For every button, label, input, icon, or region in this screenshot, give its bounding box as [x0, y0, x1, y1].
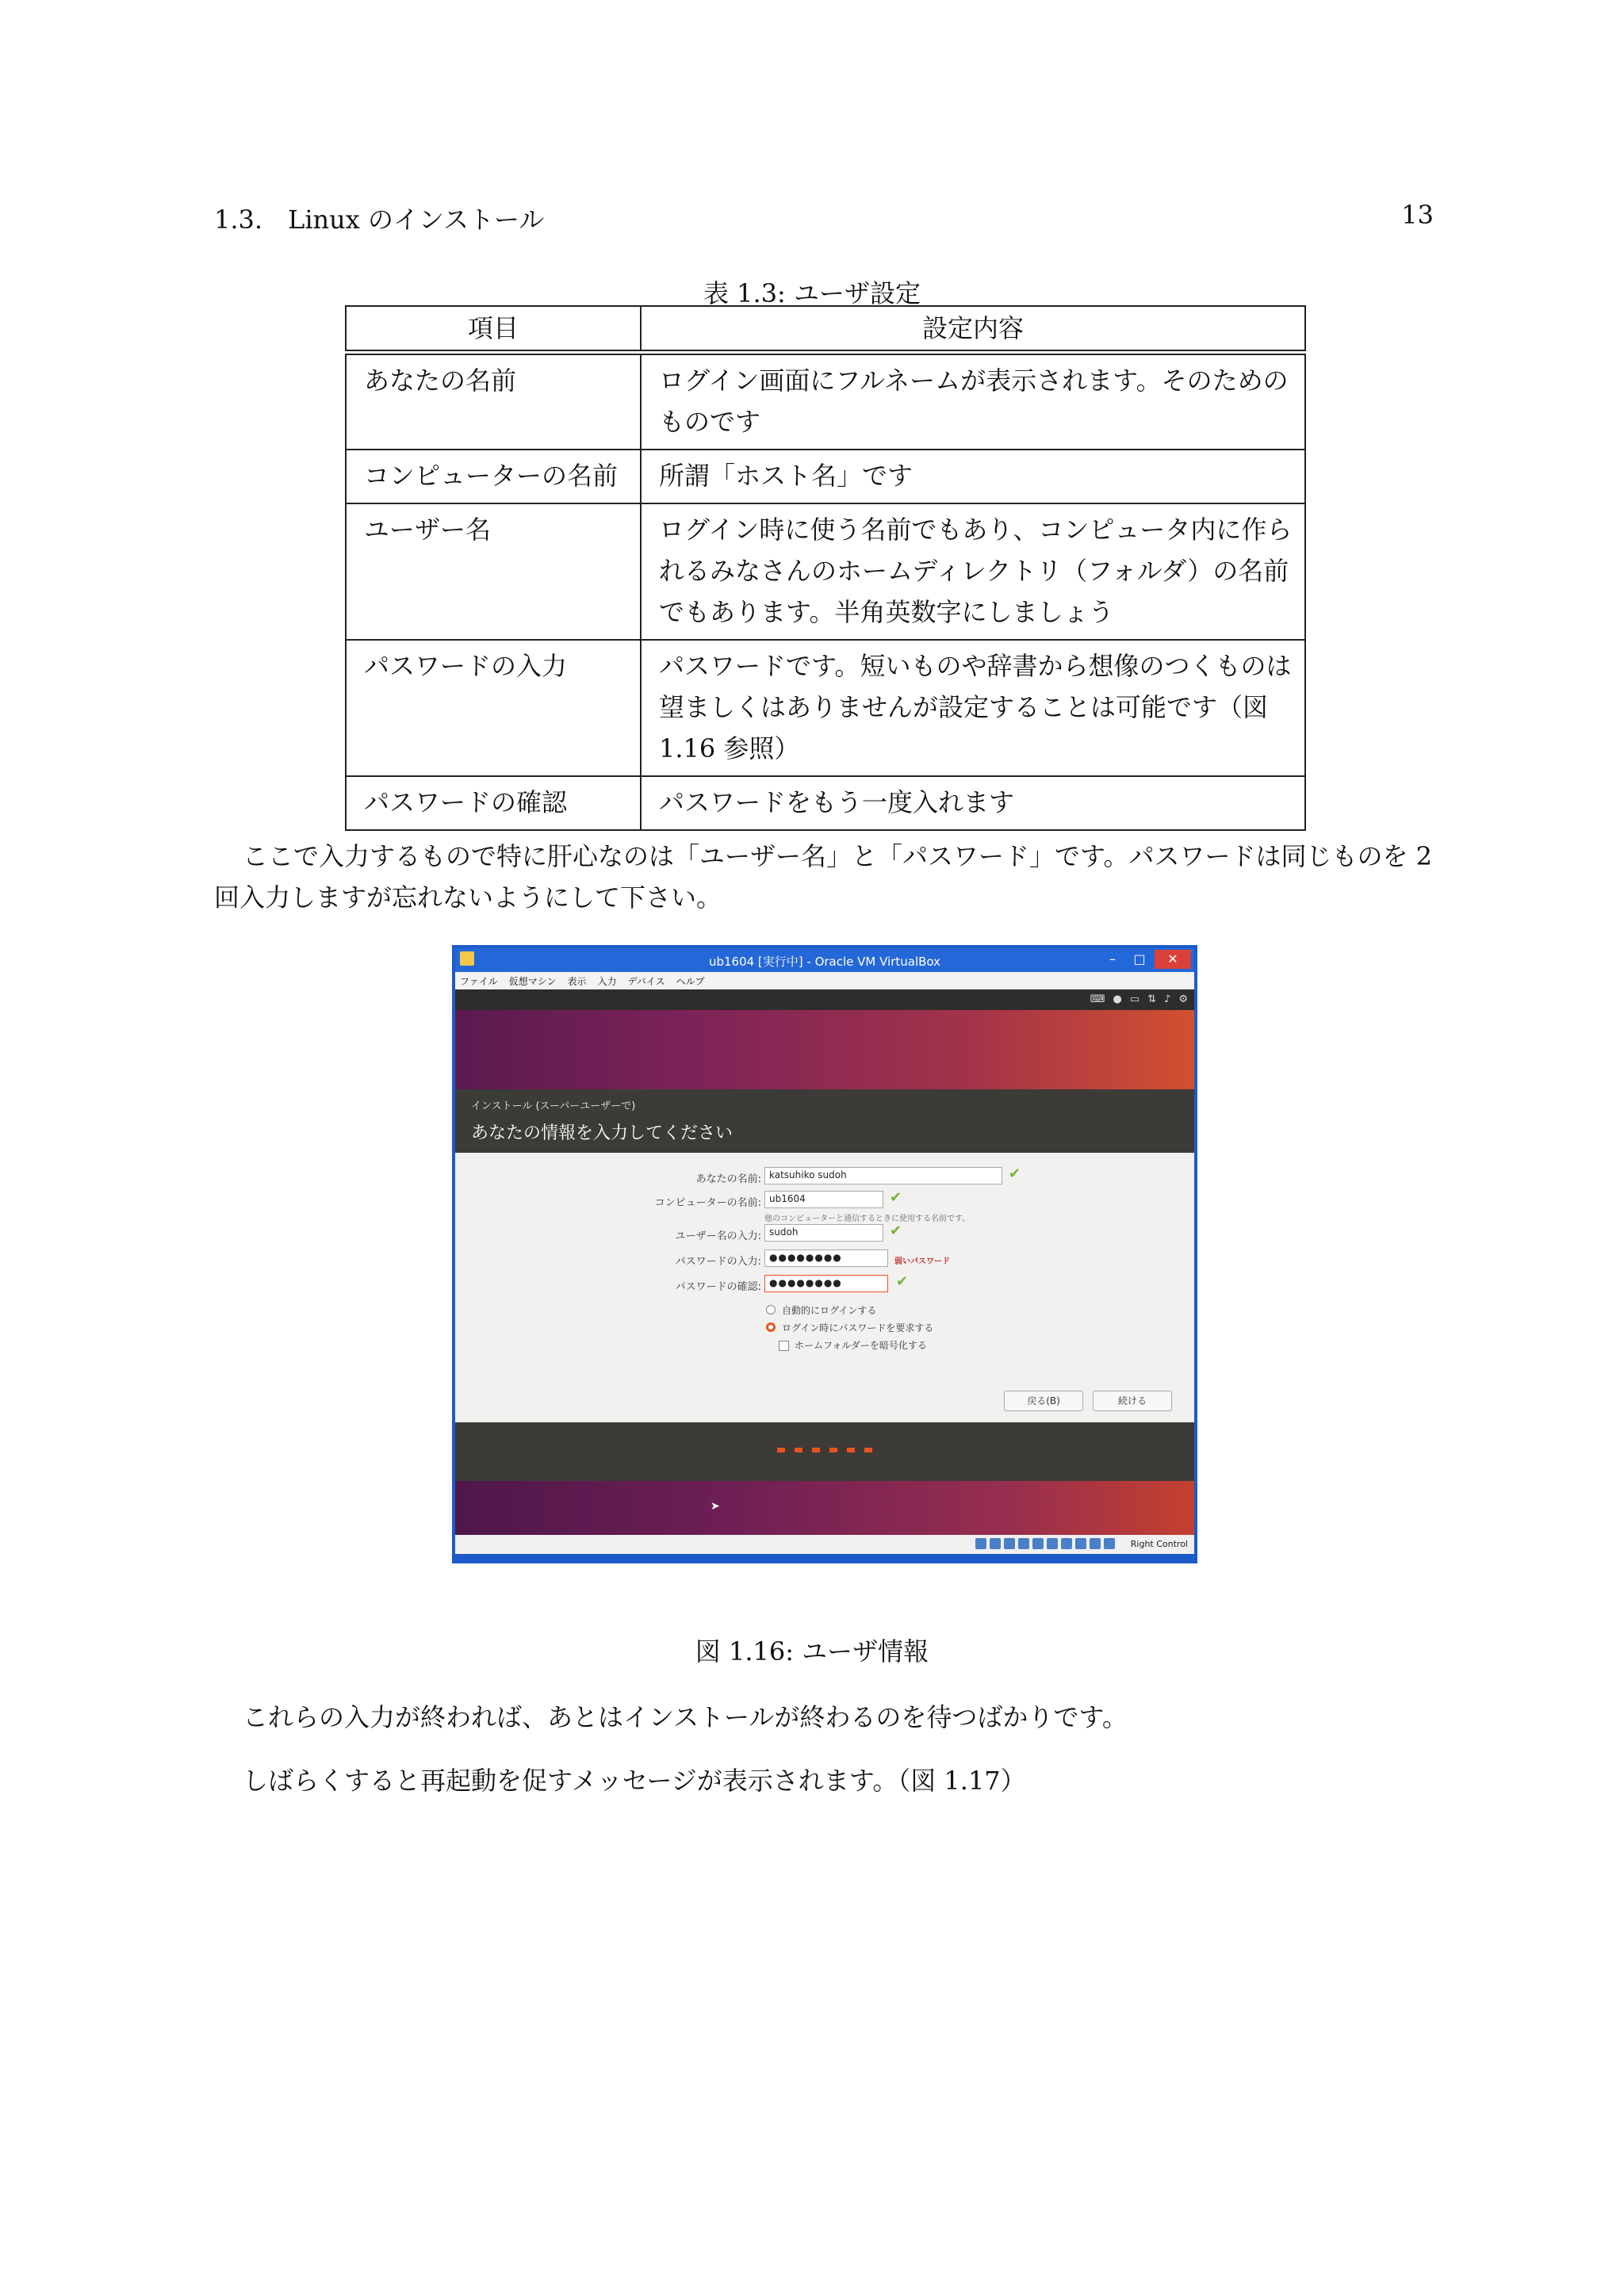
menu-devices[interactable]: デバイス	[627, 975, 665, 987]
running-header: 1.3. Linux のインストール	[214, 205, 545, 235]
check-icon: ✔	[890, 1223, 902, 1239]
auto-login-radio[interactable]	[766, 1305, 776, 1314]
table-cell-item: パスワードの確認	[346, 776, 641, 830]
table-header-content: 設定内容	[641, 306, 1305, 353]
table-row	[346, 776, 1305, 830]
ubuntu-wallpaper-top	[455, 1010, 1194, 1089]
check-icon: ✔	[890, 1189, 902, 1206]
check-icon: ✔	[896, 1273, 909, 1290]
installer-header	[455, 1089, 1194, 1153]
computer-name-hint: 他のコンピューターと通信するときに使用する名前です。	[764, 1215, 971, 1223]
table-caption: 表 1.3: ユーザ設定	[703, 278, 921, 308]
table-row	[346, 450, 1305, 503]
username-label: ユーザー名の入力:	[675, 1230, 761, 1242]
table-cell-content: パスワードです。短いものや辞書から想像のつくものは望ましくはありませんが設定することは可能です（図 1.16 参照）	[641, 640, 1305, 776]
progress-dot	[777, 1448, 785, 1452]
table-cell-content: 所謂「ホスト名」です	[641, 450, 1305, 503]
page-number: 13	[1401, 200, 1434, 230]
mouse-integration-icon[interactable]	[1104, 1538, 1115, 1549]
username-field[interactable]: sudoh	[764, 1224, 883, 1242]
body-paragraph: ここで入力するもので特に肝心なのは「ユーザー名」と「パスワード」です。パスワードは同じものを 2 回入力しますが忘れないようにして下さい。	[214, 841, 1432, 913]
computer-name-field[interactable]: ub1604	[764, 1191, 883, 1208]
password-strength: 弱いパスワード	[894, 1257, 950, 1266]
accessibility-icon[interactable]: ●	[1113, 993, 1122, 1005]
body-paragraph: これらの入力が終われば、あとはインストールが終わるのを待つばかりです。	[243, 1702, 1128, 1732]
menu-input[interactable]: 入力	[597, 975, 617, 987]
table-cell-item: コンピューターの名前	[346, 450, 641, 503]
volume-icon[interactable]: ♪	[1164, 993, 1171, 1005]
vm-menubar	[455, 972, 1194, 989]
name-label: あなたの名前:	[695, 1173, 761, 1185]
table-cell-content: パスワードをもう一度入れます	[641, 776, 1305, 830]
mouse-pointer-icon: ➤	[710, 1500, 720, 1513]
table-row	[346, 640, 1305, 776]
computer-name-label: コンピューターの名前:	[654, 1197, 761, 1209]
optical-drive-icon[interactable]	[990, 1538, 1001, 1549]
network-adapter-icon[interactable]	[1018, 1538, 1029, 1549]
table-cell-item: あなたの名前	[346, 353, 641, 450]
menu-help[interactable]: ヘルプ	[676, 975, 705, 987]
progress-dot	[795, 1448, 802, 1452]
audio-icon[interactable]	[1004, 1538, 1015, 1549]
battery-icon[interactable]: ▭	[1129, 993, 1140, 1005]
installer-window-title: インストール (スーパーユーザーで)	[471, 1100, 636, 1112]
progress-dot	[847, 1448, 855, 1452]
keyboard-icon[interactable]: ⌨	[1090, 993, 1105, 1005]
table-header-row	[346, 306, 1305, 353]
vm-statusbar	[455, 1535, 1194, 1554]
figure-caption: 図 1.16: ユーザ情報	[695, 1636, 929, 1667]
encrypt-home-checkbox[interactable]	[779, 1341, 789, 1351]
table-cell-item: パスワードの入力	[346, 640, 641, 776]
table-cell-content: ログイン画面にフルネームが表示されます。そのためのものです	[641, 353, 1305, 450]
host-key-label: Right Control	[1130, 1539, 1188, 1549]
hard-disk-icon[interactable]	[975, 1538, 986, 1549]
status-icons	[975, 1538, 1115, 1549]
window-title-bar	[455, 948, 1194, 972]
menu-machine[interactable]: 仮想マシン	[508, 975, 557, 987]
minimize-button[interactable]: –	[1109, 951, 1116, 966]
require-password-label: ログイン時にパスワードを要求する	[782, 1322, 934, 1334]
password-confirm-field[interactable]: ●●●●●●●●	[764, 1275, 888, 1292]
usb-icon[interactable]	[1032, 1538, 1044, 1549]
close-button[interactable]: ✕	[1155, 950, 1191, 969]
installer-progress-area	[455, 1422, 1194, 1481]
ubuntu-top-panel	[455, 989, 1194, 1010]
table-header-item: 項目	[346, 306, 641, 353]
virtualbox-screenshot	[452, 945, 1197, 1563]
installer-page-title: あなたの情報を入力してください	[471, 1123, 733, 1143]
installer-form	[455, 1153, 1194, 1422]
progress-dot	[864, 1448, 872, 1452]
progress-dots	[455, 1448, 1194, 1452]
table-row	[346, 503, 1305, 640]
recording-icon[interactable]	[1075, 1538, 1086, 1549]
password-label: パスワードの入力:	[675, 1256, 761, 1268]
name-field[interactable]: katsuhiko sudoh	[764, 1167, 1002, 1184]
progress-dot	[829, 1448, 837, 1452]
menu-file[interactable]: ファイル	[460, 975, 498, 987]
table-row	[346, 353, 1305, 450]
continue-button[interactable]: 続ける	[1093, 1391, 1172, 1411]
gear-icon[interactable]: ⚙	[1178, 993, 1188, 1005]
password-confirm-label: パスワードの確認:	[675, 1281, 761, 1293]
network-icon[interactable]: ⇅	[1147, 993, 1157, 1005]
progress-dot	[812, 1448, 820, 1452]
display-icon[interactable]	[1061, 1538, 1072, 1549]
menu-view[interactable]: 表示	[567, 975, 587, 987]
body-paragraph: しばらくすると再起動を促すメッセージが表示されます。（図 1.17）	[243, 1766, 1026, 1796]
system-tray	[1090, 993, 1188, 1005]
user-settings-table	[345, 305, 1306, 831]
require-password-radio[interactable]	[766, 1322, 776, 1332]
maximize-button[interactable]: □	[1133, 951, 1146, 966]
password-field[interactable]: ●●●●●●●●	[764, 1249, 888, 1267]
check-icon: ✔	[1009, 1165, 1021, 1182]
window-title: ub1604 [実行中] - Oracle VM VirtualBox	[708, 955, 941, 969]
ubuntu-wallpaper-bottom	[455, 1481, 1194, 1535]
table-cell-content: ログイン時に使う名前でもあり、コンピュータ内に作られるみなさんのホームディレクトリ（フォルダ）の名前でもあります。半角英数字にしましょう	[641, 503, 1305, 640]
cpu-icon[interactable]	[1090, 1538, 1101, 1549]
encrypt-home-label: ホームフォルダーを暗号化する	[795, 1340, 927, 1351]
back-button[interactable]: 戻る(B)	[1004, 1391, 1083, 1411]
auto-login-label: 自動的にログインする	[782, 1305, 877, 1316]
table-cell-item: ユーザー名	[346, 503, 641, 640]
shared-folder-icon[interactable]	[1047, 1538, 1058, 1549]
